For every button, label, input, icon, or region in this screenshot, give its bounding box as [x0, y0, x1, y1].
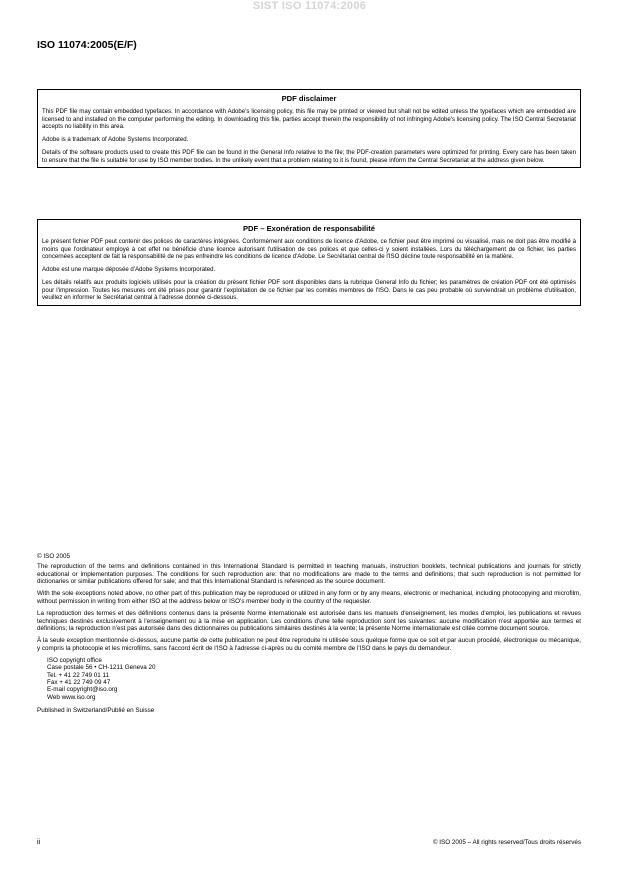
copyright-paragraph-2: With the sole exceptions noted above, no other part of this publication may be reproduced or utilized in any form or by any means, electronic or mechanical, including photocopying and microfilm, without permission in writing from either ISO at the address below or ISO's member body in the country of the requester. [37, 590, 581, 605]
pdf-disclaimer-box-en [37, 89, 581, 168]
disclaimer-en-paragraph-3: Details of the software products used to create this PDF file can be found in the General Info relative to the file; the PDF-creation parameters were optimized for printing. Every care has been taken to ensure that the file is suitable for use by ISO member bodies. In the unlikely event that a problem relating to it is found, please inform the Central Secretariat at the address given below. [42, 148, 576, 164]
disclaimer-title-fr: PDF – Exonération de responsabilité [242, 224, 376, 233]
address-line-email: E-mail copyright@iso.org [47, 686, 118, 694]
watermark-text: SIST ISO 11074:2006 [252, 0, 367, 12]
pdf-disclaimer-box-fr [37, 219, 581, 306]
copyright-line: © ISO 2005 [37, 553, 70, 560]
address-line-tel: Tel. + 41 22 749 01 11 [47, 671, 110, 679]
copyright-paragraph-3: La reproduction des termes et des définitions contenus dans la présente Norme internationale est autorisée dans les manuels d'enseignement, les modes d'emploi, les publications et revues techniques destinés exclusivement à l'enseignement ou à la mise en application. Les conditions d'une telle reproduction sont les suivantes: aucune modification n'est apportée aux termes et définitions; la reproduction n'est pas autorisée dans des dictionnaires ou publications similaires destinés à la vente; la présente Norme internationale est citée comme document source. [37, 609, 581, 633]
copyright-office-address [47, 657, 581, 701]
disclaimer-en-paragraph-1: This PDF file may contain embedded typefaces. In accordance with Adobe's licensing policy, this file may be printed or viewed but shall not be edited unless the typefaces which are embedded are licensed to and installed on the computer performing the editing. In downloading this file, parties accept therein the responsibility of not infringing Adobe's licensing policy. The ISO Central Secretariat accepts no liability in this area. [42, 108, 576, 131]
copyright-paragraph-4: À la seule exception mentionnée ci-dessus, aucune partie de cette publication ne peut être reproduite ni utilisée sous quelque forme que ce soit et par aucun procédé, électronique ou mécanique, y compris la photocopie et les microfilms, sans l'accord écrit de l'ISO à l'adresse ci-après ou du comité membre de l'ISO dans le pays du demandeur. [37, 637, 581, 652]
address-line-postal: Case postale 56 • CH-1211 Geneva 20 [47, 664, 156, 672]
disclaimer-title-en: PDF disclaimer [281, 94, 337, 103]
address-line-office: ISO copyright office [47, 656, 102, 664]
copyright-paragraph-1: The reproduction of the terms and definitions contained in this International Standard is permitted in teaching manuals, instruction booklets, technical publications and journals for strictly educational or implementation purposes. The conditions for such reproduction are: that no modifications are made to the terms and definitions; that such reproduction is not permitted for dictionaries or similar publications offered for sale; and that this International Standard is referenced as the source document. [37, 562, 581, 586]
document-id-header: ISO 11074:2005(E/F) [37, 39, 137, 51]
disclaimer-fr-paragraph-2: Adobe est une marque déposée d'Adobe Systems Incorporated. [42, 266, 216, 274]
disclaimer-fr-paragraph-1: Le présent fichier PDF peut contenir des polices de caractères intégrées. Conformément aux conditions de licence d'Adobe, ce fichier peut être imprimé ou visualisé, mais ne doit pas être modifié à moins que l'ordinateur employé à cet effet ne bénéficie d'une licence autorisant l'utilisation de ces polices et que celles-ci y soient installées. Lors du téléchargement de ce fichier, les parties concernées acceptent de fait la responsabilité de ne pas enfreindre les conditions de licence d'Adobe. Le Secrétariat central de l'ISO décline toute responsabilité en la matière. [42, 238, 576, 261]
address-line-web: Web www.iso.org [47, 693, 96, 701]
address-line-fax: Fax + 41 22 749 09 47 [47, 678, 111, 686]
page-number: ii [37, 839, 41, 846]
disclaimer-en-paragraph-2: Adobe is a trademark of Adobe Systems Incorporated. [42, 136, 189, 144]
copyright-section [37, 553, 581, 715]
published-in-line: Published in Switzerland/Publié en Suisse [37, 707, 155, 715]
disclaimer-fr-paragraph-3: Les détails relatifs aux produits logiciels utilisés pour la création du présent fichier PDF sont disponibles dans la rubrique General Info du fichier; les paramètres de création PDF ont été optimisés pour l'impression. Toutes les mesures ont été prises pour garantir l'exploitation de ce fichier par les comités membres de l'ISO. Dans le cas peu probable où surviendrait un problème d'utilisation, veuillez en informer le Secrétariat central à l'adresse donnée ci-dessous. [42, 278, 576, 302]
footer-rights: © ISO 2005 – All rights reserved/Tous droits réservés [432, 839, 581, 846]
